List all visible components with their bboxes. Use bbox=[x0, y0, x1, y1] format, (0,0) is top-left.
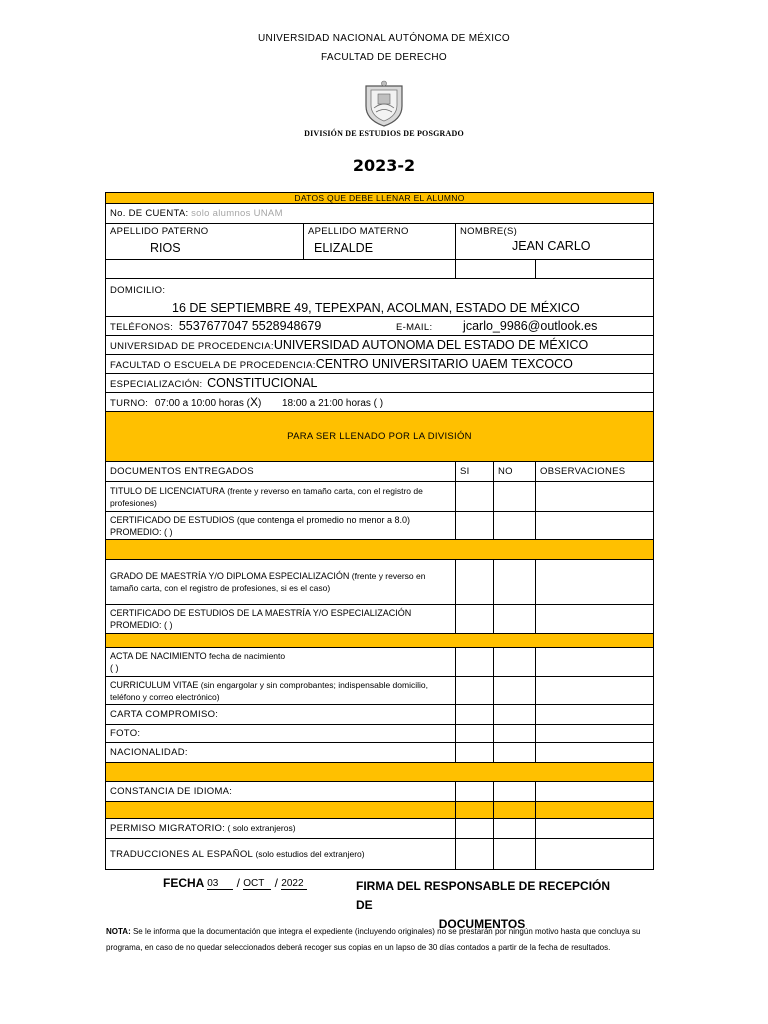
doc-acta-main: ACTA DE NACIMIENTO bbox=[110, 651, 207, 661]
doc-row-permiso bbox=[106, 819, 456, 839]
universidad-field[interactable] bbox=[106, 336, 654, 355]
registration-form bbox=[105, 192, 654, 870]
check-si-foto[interactable] bbox=[456, 725, 494, 743]
yellow-separator bbox=[106, 634, 654, 648]
doc-row-acta bbox=[106, 648, 456, 677]
domicilio-field[interactable] bbox=[106, 279, 654, 317]
fecha-sep-1: / bbox=[236, 876, 240, 890]
check-no-acta[interactable] bbox=[494, 648, 536, 677]
domicilio-value: 16 DE SEPTIEMBRE 49, TEPEXPAN, ACOLMAN, ESTADO DE MÉXICO bbox=[172, 301, 580, 315]
doc-certificado-promedio[interactable]: PROMEDIO: ( ) bbox=[110, 526, 173, 537]
telefonos-field[interactable] bbox=[106, 317, 654, 336]
obs-grado[interactable] bbox=[536, 560, 654, 605]
nombres-value: JEAN CARLO bbox=[512, 239, 591, 253]
yellow-separator bbox=[106, 802, 456, 819]
paterno-field[interactable] bbox=[106, 224, 304, 260]
doc-row-nacionalidad: NACIONALIDAD: bbox=[106, 743, 456, 763]
blank-cell bbox=[106, 260, 456, 279]
fecha-month[interactable]: OCT bbox=[243, 878, 271, 890]
paterno-label: APELLIDO PATERNO bbox=[110, 226, 209, 237]
col-observaciones: OBSERVACIONES bbox=[536, 462, 654, 482]
doc-titulo-detail: (frente y reverso en tamaño carta, con el registro de profesiones) bbox=[110, 485, 423, 508]
check-no-grado[interactable] bbox=[494, 560, 536, 605]
fecha-day[interactable]: 03 bbox=[207, 878, 233, 890]
fecha-year[interactable]: 2022 bbox=[281, 878, 307, 890]
doc-cv-main: CURRICULUM VITAE bbox=[110, 679, 199, 690]
check-si-carta[interactable] bbox=[456, 705, 494, 725]
fecha-block bbox=[163, 876, 307, 890]
doc-row-carta: CARTA COMPROMISO: bbox=[106, 705, 456, 725]
doc-row-traducciones bbox=[106, 839, 456, 870]
turno-morning-close: ) bbox=[257, 398, 262, 409]
doc-acta-fecha[interactable]: ( ) bbox=[110, 663, 119, 673]
obs-traducciones[interactable] bbox=[536, 839, 654, 870]
check-no-certificado[interactable] bbox=[494, 512, 536, 540]
paterno-value: RIOS bbox=[150, 241, 181, 255]
obs-nacionalidad[interactable] bbox=[536, 743, 654, 763]
doc-traducciones-main: TRADUCCIONES AL ESPAÑOL bbox=[110, 848, 254, 860]
materno-field[interactable] bbox=[304, 224, 456, 260]
check-no-foto[interactable] bbox=[494, 725, 536, 743]
check-si-certificado[interactable] bbox=[456, 512, 494, 540]
obs-permiso[interactable] bbox=[536, 819, 654, 839]
check-no-permiso[interactable] bbox=[494, 819, 536, 839]
doc-row-grado bbox=[106, 560, 456, 605]
yellow-separator bbox=[456, 802, 494, 819]
check-si-grado[interactable] bbox=[456, 560, 494, 605]
yellow-separator bbox=[536, 802, 654, 819]
facultad-label: FACULTAD O ESCUELA DE PROCEDENCIA: bbox=[110, 360, 316, 371]
doc-cert-maestria-promedio[interactable]: PROMEDIO: ( ) bbox=[110, 620, 173, 630]
blank-cell bbox=[456, 260, 536, 279]
doc-certificado-detail: (que contenga el promedio no menor a 8.0) bbox=[234, 514, 410, 525]
check-si-nacionalidad[interactable] bbox=[456, 743, 494, 763]
check-si-cv[interactable] bbox=[456, 677, 494, 705]
nota-label: NOTA: bbox=[106, 927, 131, 936]
account-field[interactable] bbox=[106, 204, 654, 224]
check-no-cert-maestria[interactable] bbox=[494, 605, 536, 634]
doc-row-certificado bbox=[106, 512, 456, 540]
doc-permiso-main: PERMISO MIGRATORIO: bbox=[110, 823, 226, 834]
check-si-permiso[interactable] bbox=[456, 819, 494, 839]
nombres-label: NOMBRE(S) bbox=[460, 226, 518, 237]
fecha-sep-2: / bbox=[274, 876, 278, 890]
check-no-carta[interactable] bbox=[494, 705, 536, 725]
especializacion-value: CONSTITUCIONAL bbox=[207, 376, 318, 390]
obs-titulo[interactable] bbox=[536, 482, 654, 512]
nota-text bbox=[106, 924, 662, 956]
check-no-cv[interactable] bbox=[494, 677, 536, 705]
materno-label: APELLIDO MATERNO bbox=[308, 226, 409, 237]
doc-row-foto: FOTO: bbox=[106, 725, 456, 743]
check-si-titulo[interactable] bbox=[456, 482, 494, 512]
check-no-traducciones[interactable] bbox=[494, 839, 536, 870]
col-si: SI bbox=[456, 462, 494, 482]
turno-evening[interactable]: 18:00 a 21:00 horas ( ) bbox=[281, 398, 384, 409]
check-no-titulo[interactable] bbox=[494, 482, 536, 512]
doc-certificado-main: CERTIFICADO DE ESTUDIOS bbox=[110, 514, 235, 525]
university-name: UNIVERSIDAD NACIONAL AUTÓNOMA DE MÉXICO bbox=[258, 33, 510, 44]
obs-cv[interactable] bbox=[536, 677, 654, 705]
telefonos-label: TELÉFONOS: bbox=[110, 322, 174, 333]
yellow-separator bbox=[106, 763, 654, 782]
email-label: E-MAIL: bbox=[395, 322, 433, 333]
firma-line-2: DOCUMENTOS bbox=[438, 917, 526, 931]
obs-acta[interactable] bbox=[536, 648, 654, 677]
division-section-title: PARA SER LLENADO POR LA DIVISIÓN bbox=[106, 412, 654, 462]
materno-value: ELIZALDE bbox=[314, 241, 374, 255]
check-si-idioma[interactable] bbox=[456, 782, 494, 802]
account-placeholder: solo alumnos UNAM bbox=[191, 208, 283, 219]
telefonos-value: 5537677047 5528948679 bbox=[178, 319, 322, 333]
turno-label: TURNO: bbox=[110, 398, 149, 409]
turno-morning-mark[interactable]: X bbox=[249, 395, 258, 409]
student-section-title: DATOS QUE DEBE LLENAR EL ALUMNO bbox=[106, 193, 654, 204]
faculty-name: FACULTAD DE DERECHO bbox=[321, 52, 447, 63]
fecha-label: FECHA bbox=[163, 876, 204, 890]
especializacion-field[interactable] bbox=[106, 374, 654, 393]
nombres-field[interactable] bbox=[456, 224, 654, 260]
obs-idioma[interactable] bbox=[536, 782, 654, 802]
check-si-acta[interactable] bbox=[456, 648, 494, 677]
account-label: No. DE CUENTA: bbox=[110, 208, 189, 219]
turno-field[interactable] bbox=[106, 393, 654, 412]
doc-row-cv bbox=[106, 677, 456, 705]
domicilio-label: DOMICILIO: bbox=[110, 285, 166, 296]
col-no: NO bbox=[494, 462, 536, 482]
doc-grado-detail: (frente y reverso en tamaño carta, con el registro de profesiones, si es el caso) bbox=[110, 571, 426, 593]
doc-cert-maestria-main: CERTIFICADO DE ESTUDIOS DE LA MAESTRÍA Y/O ESPECIALIZACIÓN bbox=[110, 608, 412, 618]
unam-logo bbox=[300, 80, 468, 144]
yellow-separator bbox=[494, 802, 536, 819]
doc-row-titulo bbox=[106, 482, 456, 512]
check-no-idioma[interactable] bbox=[494, 782, 536, 802]
obs-foto[interactable] bbox=[536, 725, 654, 743]
doc-cv-detail: (sin engargolar y sin comprobantes; indispensable domicilio, teléfono y correo electrónico) bbox=[110, 679, 428, 702]
check-si-traducciones[interactable] bbox=[456, 839, 494, 870]
obs-carta[interactable] bbox=[536, 705, 654, 725]
unam-shield-icon bbox=[362, 80, 406, 128]
universidad-label: UNIVERSIDAD DE PROCEDENCIA: bbox=[110, 341, 274, 352]
firma-line-1: FIRMA DEL RESPONSABLE DE RECEPCIÓN DE bbox=[356, 879, 611, 912]
doc-grado-main: GRADO DE MAESTRÍA Y/O DIPLOMA ESPECIALIZACIÓN bbox=[110, 571, 350, 581]
check-si-cert-maestria[interactable] bbox=[456, 605, 494, 634]
blank-cell bbox=[536, 260, 654, 279]
turno-morning: 07:00 a 10:00 horas ( bbox=[154, 398, 250, 409]
check-no-nacionalidad[interactable] bbox=[494, 743, 536, 763]
yellow-separator bbox=[106, 540, 654, 560]
facultad-field[interactable] bbox=[106, 355, 654, 374]
academic-period: 2023-2 bbox=[352, 156, 416, 175]
universidad-value: UNIVERSIDAD AUTONOMA DEL ESTADO DE MÉXICO bbox=[273, 338, 589, 352]
doc-permiso-detail: ( solo extranjeros) bbox=[225, 823, 296, 833]
nota-body: Se le informa que la documentación que integra el expediente (incluyendo originales) no se prestarán por ningún motivo hasta que concluya su programa, en caso de no quedar seleccionados deberá recoger sus copias en un lapso de 30 días contados a partir de la fecha de resultados. bbox=[106, 927, 641, 952]
obs-cert-maestria[interactable] bbox=[536, 605, 654, 634]
email-value: jcarlo_9986@outlook.es bbox=[463, 319, 598, 333]
doc-titulo-main: TITULO DE LICENCIATURA bbox=[110, 485, 225, 496]
doc-acta-detail: fecha de nacimiento bbox=[206, 651, 286, 661]
col-documents: DOCUMENTOS ENTREGADOS bbox=[106, 462, 456, 482]
facultad-value: CENTRO UNIVERSITARIO UAEM TEXCOCO bbox=[315, 357, 573, 371]
doc-traducciones-detail: (solo estudios del extranjero) bbox=[253, 848, 365, 859]
especializacion-label: ESPECIALIZACIÓN: bbox=[110, 379, 203, 390]
obs-certificado[interactable] bbox=[536, 512, 654, 540]
division-caption: DIVISIÓN DE ESTUDIOS DE POSGRADO bbox=[304, 129, 464, 138]
doc-row-idioma: CONSTANCIA DE IDIOMA: bbox=[106, 782, 456, 802]
doc-row-cert-maestria bbox=[106, 605, 456, 634]
